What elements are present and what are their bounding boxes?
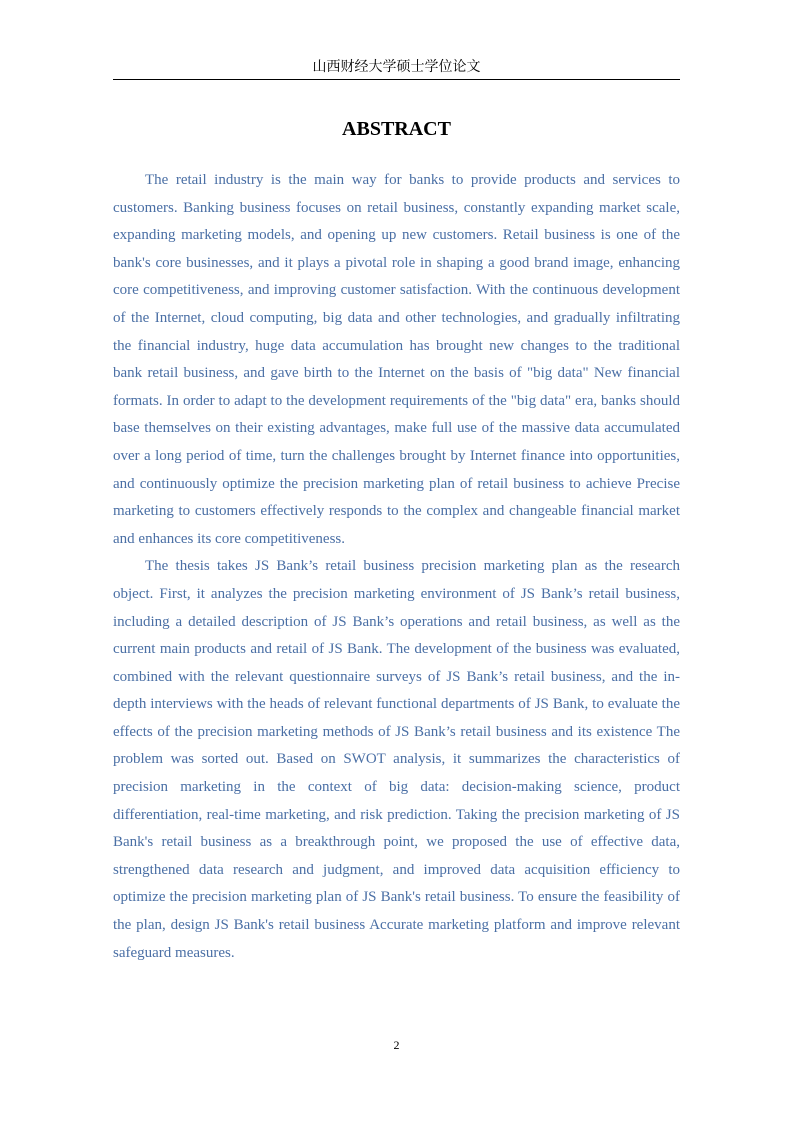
- running-header-title: 山西财经大学硕士学位论文: [312, 59, 481, 75]
- abstract-paragraph-1: The retail industry is the main way for banks to provide products and services to customers. Banking business focuses on retail business, constantly expanding market scale, expanding marketing models, and opening up new customers. Retail business is one of the bank's core businesses, and it plays a pivotal role in shaping a good brand image, enhancing core competitiveness, and improving customer satisfaction. With the continuous development of the Internet, cloud computing, big data and other technologies, and gradually infiltrating the financial industry, huge data accumulation has brought new changes to the traditional bank retail business, and gave birth to the Internet on the basis of "big data" New financial formats. In order to adapt to the development requirements of the "big data" era, banks should base themselves on their existing advantages, make full use of the massive data accumulated over a long period of time, turn the challenges brought by Internet finance into opportunities, and continuously optimize the precision marketing plan of retail business to achieve Precise marketing to customers effectively responds to the complex and changeable financial market and enhances its core competitiveness.: [113, 172, 680, 547]
- abstract-title: ABSTRACT: [342, 118, 451, 140]
- page-number: 2: [393, 1038, 400, 1052]
- abstract-paragraph-2: The thesis takes JS Bank’s retail business precision marketing plan as the research object. First, it analyzes the precision marketing environment of JS Bank’s retail business, including a detailed description of JS Bank’s operations and retail business, as well as the current main products and retail of JS Bank. The development of the business was evaluated, combined with the relevant questionnaire surveys of JS Bank’s retail business, and the in-depth interviews with the heads of relevant functional departments of JS Bank, to evaluate the effects of the precision marketing methods of JS Bank’s retail business and its existence The problem was sorted out. Based on SWOT analysis, it summarizes the characteristics of precision marketing in the context of big data: decision-making science, product differentiation, real-time marketing, and risk prediction. Taking the precision marketing of JS Bank's retail business as a breakthrough point, we proposed the use of effective data, strengthened data research and judgment, and improved data acquisition efficiency to optimize the precision marketing plan of JS Bank's retail business. To ensure the feasibility of the plan, design JS Bank's retail business Accurate marketing platform and improve relevant safeguard measures.: [113, 558, 680, 961]
- running-header: [113, 57, 680, 80]
- abstract-body: [113, 167, 680, 967]
